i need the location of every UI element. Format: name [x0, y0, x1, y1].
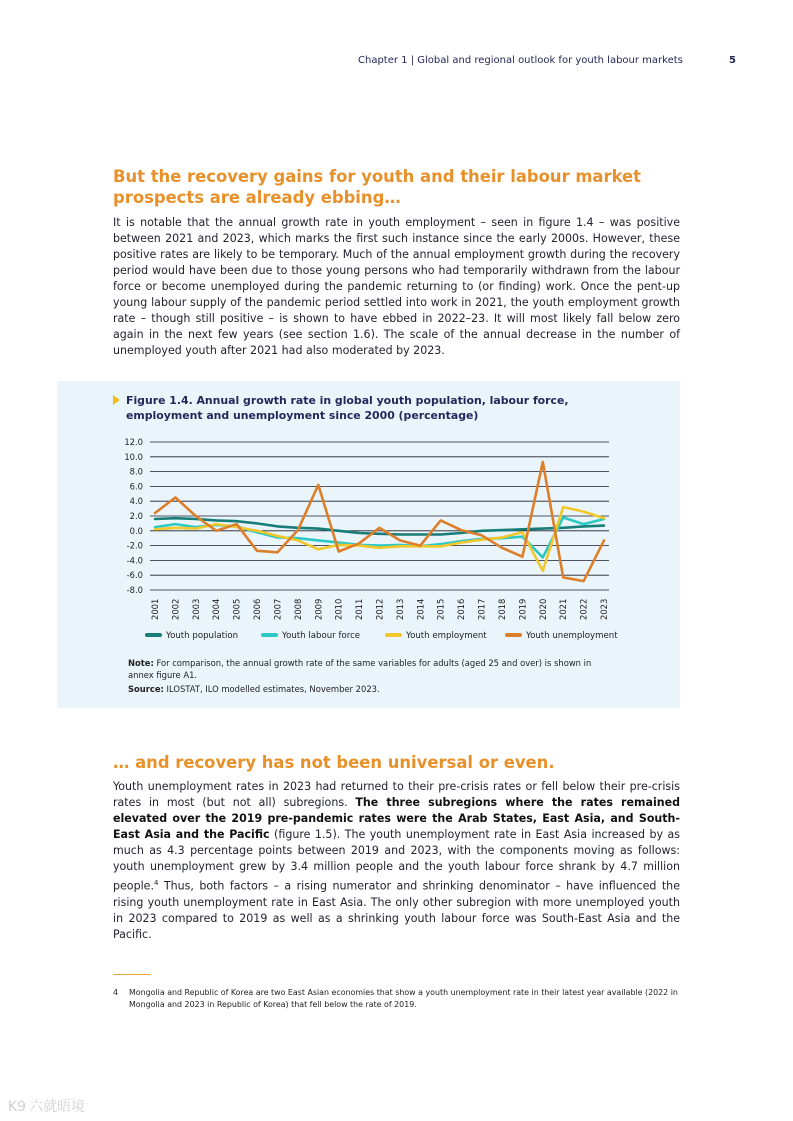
data-point-youth-labour-force: [583, 523, 585, 525]
data-point-youth-unemployment: [542, 461, 544, 463]
x-tick-label: 2013: [394, 598, 405, 620]
data-point-youth-employment: [501, 537, 503, 539]
x-tick-label: 2014: [415, 598, 426, 620]
legend-swatch-youth-labour-force: [261, 633, 278, 637]
y-tick-label: 10.0: [124, 451, 143, 462]
data-point-youth-unemployment: [379, 527, 381, 529]
figure-title: Figure 1.4. Annual growth rate in global youth population, labour force, employment and unemployment since 2000 (percentage): [126, 394, 569, 422]
data-point-youth-population: [154, 518, 156, 520]
y-tick-label: -8.0: [126, 585, 143, 595]
data-point-youth-unemployment: [481, 534, 483, 536]
x-tick-label: 2018: [496, 598, 507, 620]
watermark-text: 六就晤境: [29, 1099, 86, 1115]
data-point-youth-employment: [175, 527, 177, 529]
footnote-reference[interactable]: 4: [153, 879, 159, 887]
data-point-youth-unemployment: [195, 515, 197, 517]
legend-label: Youth population: [166, 631, 239, 641]
footnote-number: 4: [113, 988, 119, 997]
y-tick-label: -2.0: [126, 540, 143, 551]
data-point-youth-employment: [195, 528, 197, 530]
data-point-youth-unemployment: [440, 520, 442, 522]
data-point-youth-unemployment: [358, 542, 360, 544]
legend-item-youth-unemployment: [505, 631, 618, 641]
paragraph-text: (figure 1.5). The youth unemployment rate in East Asia increased by as much as 4.3 percentage points between 2019 and 2023, with the components moving as follows: youth unemployment grew by 3.4 million people and the youth labour force shrank by 4.7 million people.: [113, 828, 681, 893]
data-point-youth-unemployment: [562, 577, 564, 579]
running-head: [358, 55, 683, 66]
figure-note: [128, 657, 608, 681]
x-tick-label: 2015: [435, 598, 446, 620]
data-point-youth-employment: [154, 528, 156, 530]
x-tick-label: 2006: [252, 598, 263, 620]
series-line-youth-labour-force: [155, 518, 604, 558]
data-point-youth-unemployment: [399, 540, 401, 542]
data-point-youth-labour-force: [154, 526, 156, 528]
x-tick-label: 2003: [190, 598, 201, 620]
x-tick-label: 2005: [231, 598, 242, 620]
paragraph-emphasis: The three subregions where the rates remained elevated over the 2019 pre-pandemic rates were the Arab States, East Asia, and South-East Asia and the Pacific: [113, 796, 681, 841]
data-point-youth-employment: [521, 531, 523, 533]
data-point-youth-employment: [297, 540, 299, 542]
data-point-youth-unemployment: [215, 530, 217, 532]
x-tick-label: 2012: [374, 598, 385, 620]
data-point-youth-population: [542, 528, 544, 530]
data-point-youth-population: [236, 520, 238, 522]
data-point-youth-unemployment: [236, 523, 238, 525]
x-tick-label: 2023: [599, 598, 609, 620]
x-tick-label: 2007: [272, 598, 283, 620]
data-point-youth-population: [277, 525, 279, 527]
x-tick-label: 2004: [211, 598, 222, 620]
data-point-youth-employment: [481, 539, 483, 541]
data-point-youth-population: [521, 528, 523, 530]
data-point-youth-labour-force: [379, 545, 381, 547]
y-tick-label: 4.0: [129, 496, 143, 507]
data-point-youth-population: [379, 533, 381, 535]
figure-source: [128, 683, 608, 695]
data-point-youth-population: [481, 530, 483, 532]
legend-item-youth-labour-force: [261, 631, 360, 641]
y-tick-label: 8.0: [129, 466, 143, 477]
series-line-youth-employment: [155, 507, 604, 571]
body-paragraph-1: It is notable that the annual growth rate in youth employment – seen in figure 1.4 – was positive between 2021 and 2023, which marks the first such instance since the early 2000s. However, these positive rates are likely to be temporary. Much of the annual employment growth during the recovery period would have been due to those young persons who had temporarily withdrawn from the labour force or become unemployed during the pandemic returning to (or finding) work. Once the pent-up young labour supply of the pandemic period settled into work in 2021, the youth employment growth rate – though still positive – is shown to have ebbed in 2022–23. It will most likely fall below zero again in the next few years (see section 1.6). The scale of the annual decrease in the number of unemployed youth after 2021 had also moderated by 2023.: [113, 216, 680, 357]
data-point-youth-unemployment: [297, 529, 299, 531]
x-tick-label: 2017: [476, 598, 487, 620]
data-point-youth-employment: [562, 506, 564, 508]
data-point-youth-unemployment: [277, 551, 279, 553]
legend-label: Youth unemployment: [526, 631, 618, 641]
data-point-youth-employment: [542, 570, 544, 572]
data-point-youth-unemployment: [338, 551, 340, 553]
data-point-youth-population: [399, 534, 401, 536]
chapter-label: Chapter 1: [358, 55, 408, 66]
y-tick-label: -4.0: [126, 555, 143, 566]
data-point-youth-labour-force: [542, 557, 544, 559]
data-point-youth-unemployment: [460, 529, 462, 531]
note-label: Note:: [128, 658, 154, 668]
data-point-youth-population: [215, 520, 217, 522]
legend-swatch-youth-employment: [385, 633, 402, 637]
data-point-youth-population: [317, 528, 319, 530]
data-point-youth-population: [583, 525, 585, 527]
data-point-youth-employment: [317, 548, 319, 550]
legend-label: Youth employment: [406, 631, 487, 641]
data-point-youth-employment: [583, 511, 585, 513]
data-point-youth-employment: [460, 542, 462, 544]
data-point-youth-employment: [215, 523, 217, 525]
x-tick-label: 2019: [517, 598, 528, 620]
data-point-youth-labour-force: [317, 540, 319, 542]
x-tick-label: 2016: [456, 598, 467, 620]
y-tick-label: 2.0: [129, 511, 143, 521]
data-point-youth-population: [419, 534, 421, 536]
source-label: Source:: [128, 684, 164, 694]
paragraph-text: Youth unemployment rates in 2023 had returned to their pre-crisis rates or fell below their pre-crisis rates in most (but not all) subregions.: [113, 780, 680, 809]
data-point-youth-unemployment: [583, 580, 585, 582]
data-point-youth-unemployment: [317, 484, 319, 486]
x-tick-label: 2022: [578, 598, 589, 620]
data-point-youth-population: [460, 532, 462, 534]
x-tick-label: 2002: [170, 598, 181, 620]
legend-label: Youth labour force: [282, 631, 361, 641]
data-point-youth-population: [562, 527, 564, 529]
data-point-youth-unemployment: [603, 540, 605, 542]
data-point-youth-labour-force: [440, 543, 442, 545]
y-tick-label: 12.0: [124, 437, 143, 447]
footnote-divider: [113, 974, 151, 975]
legend-item-youth-employment: [385, 631, 487, 641]
data-point-youth-labour-force: [338, 542, 340, 544]
data-point-youth-unemployment: [521, 556, 523, 558]
data-point-youth-labour-force: [297, 537, 299, 539]
running-head-separator: |: [410, 55, 415, 66]
data-point-youth-unemployment: [501, 547, 503, 549]
data-point-youth-population: [358, 532, 360, 534]
data-point-youth-population: [338, 530, 340, 532]
data-point-youth-labour-force: [175, 523, 177, 525]
note-text: For comparison, the annual growth rate of the same variables for adults (aged 25 and over) is shown in annex figure A1.: [128, 658, 592, 680]
data-point-youth-employment: [379, 547, 381, 549]
data-point-youth-employment: [399, 545, 401, 547]
data-point-youth-population: [195, 518, 197, 520]
chapter-title: Global and regional outlook for youth labour markets: [417, 55, 683, 66]
y-tick-label: 6.0: [129, 481, 143, 492]
line-chart: [57, 381, 680, 631]
data-point-youth-population: [440, 534, 442, 536]
data-point-youth-unemployment: [154, 512, 156, 514]
data-point-youth-unemployment: [256, 550, 258, 552]
data-point-youth-population: [256, 523, 258, 525]
data-point-youth-unemployment: [175, 497, 177, 499]
x-tick-label: 2001: [150, 598, 160, 620]
footnote-text: Mongolia and Republic of Korea are two East Asian economies that show a youth unemployment rate in their latest year available (2022 in Mongolia and 2023 in Republic of Korea) that fell below the rate of 2019.: [129, 988, 678, 1009]
legend-swatch-youth-unemployment: [505, 633, 522, 637]
x-tick-label: 2011: [354, 598, 365, 620]
data-point-youth-labour-force: [562, 517, 564, 519]
section-heading-recovery-ebbing: But the recovery gains for youth and their labour market prospects are already ebbing…: [113, 167, 641, 207]
legend-item-youth-population: [145, 631, 238, 641]
paragraph-text: Thus, both factors – a rising numerator and shrinking denominator – have influenced the rising youth unemployment rate in East Asia. The only other subregion with more unemployed youth in 2023 compared to 2019 as well as a shrinking youth labour force was South-East Asia and the Pacific.: [113, 879, 680, 941]
watermark-logo-icon: K9: [8, 1099, 27, 1115]
x-tick-label: 2020: [537, 598, 548, 620]
data-point-youth-population: [603, 525, 605, 527]
data-point-youth-population: [175, 517, 177, 519]
data-point-youth-population: [501, 529, 503, 531]
y-tick-label: -6.0: [126, 570, 143, 581]
section-heading-recovery-uneven: … and recovery has not been universal or even.: [113, 753, 555, 772]
page-number: 5: [729, 55, 736, 66]
data-point-youth-unemployment: [419, 545, 421, 547]
x-tick-label: 2008: [292, 598, 303, 620]
legend-swatch-youth-population: [145, 633, 162, 637]
figure-1-4: [57, 381, 680, 708]
body-paragraph-2: [113, 779, 680, 943]
x-tick-label: 2021: [558, 598, 569, 620]
data-point-youth-employment: [277, 535, 279, 537]
y-tick-label: 0.0: [129, 525, 143, 536]
x-tick-label: 2010: [333, 598, 344, 620]
chart-legend: [145, 631, 645, 645]
watermark: [8, 1096, 85, 1116]
data-point-youth-employment: [256, 530, 258, 532]
data-point-youth-employment: [440, 545, 442, 547]
source-text: ILOSTAT, ILO modelled estimates, November 2023.: [163, 684, 380, 694]
x-tick-label: 2009: [313, 598, 324, 620]
data-point-youth-employment: [603, 517, 605, 519]
